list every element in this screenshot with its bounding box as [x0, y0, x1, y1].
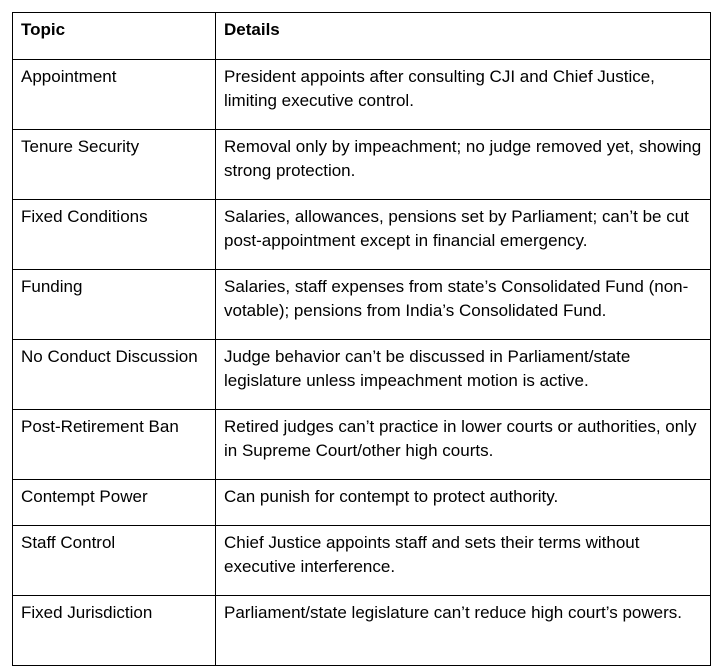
header-topic: Topic — [13, 13, 216, 60]
row-details: Salaries, staff expenses from state’s Consolidated Fund (non-votable); pensions from India’s Consolidated Fund. — [216, 270, 711, 340]
row-details: Judge behavior can’t be discussed in Parliament/state legislature unless impeachment motion is active. — [216, 340, 711, 410]
table-row — [13, 270, 711, 340]
row-details: Chief Justice appoints staff and sets their terms without executive interference. — [216, 526, 711, 596]
row-topic: Contempt Power — [13, 480, 216, 526]
row-topic: Post-Retirement Ban — [13, 410, 216, 480]
table-row — [13, 526, 711, 596]
row-topic: Fixed Conditions — [13, 200, 216, 270]
row-details: President appoints after consulting CJI and Chief Justice, limiting executive control. — [216, 60, 711, 130]
row-topic: Tenure Security — [13, 130, 216, 200]
row-topic: Fixed Jurisdiction — [13, 596, 216, 666]
row-topic: Funding — [13, 270, 216, 340]
table-row — [13, 130, 711, 200]
table-row — [13, 480, 711, 526]
row-details: Parliament/state legislature can’t reduce high court’s powers. — [216, 596, 711, 666]
table-header-row — [13, 13, 711, 60]
table-row — [13, 410, 711, 480]
row-topic: Appointment — [13, 60, 216, 130]
row-topic: No Conduct Discussion — [13, 340, 216, 410]
row-details: Removal only by impeachment; no judge removed yet, showing strong protection. — [216, 130, 711, 200]
table-row — [13, 200, 711, 270]
row-topic: Staff Control — [13, 526, 216, 596]
table-row — [13, 60, 711, 130]
row-details: Salaries, allowances, pensions set by Parliament; can’t be cut post-appointment except in financial emergency. — [216, 200, 711, 270]
header-details: Details — [216, 13, 711, 60]
table-row — [13, 596, 711, 666]
row-details: Can punish for contempt to protect authority. — [216, 480, 711, 526]
row-details: Retired judges can’t practice in lower courts or authorities, only in Supreme Court/other high courts. — [216, 410, 711, 480]
high-court-independence-table-container — [12, 12, 710, 666]
table-row — [13, 340, 711, 410]
high-court-independence-table — [12, 12, 711, 666]
